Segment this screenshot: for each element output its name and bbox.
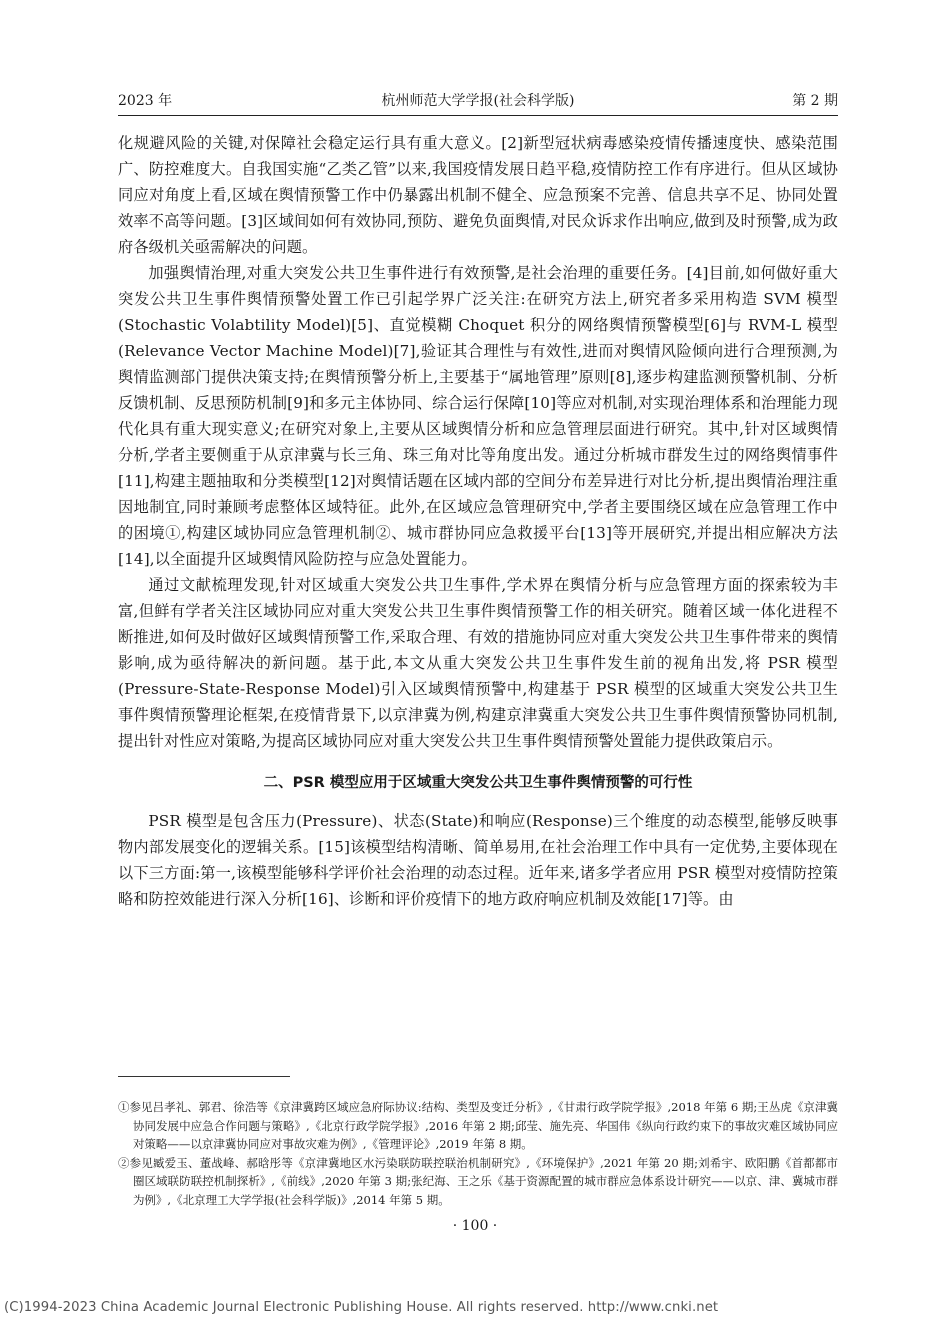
- footnote-2: ②参见臧爱玉、董战峰、郝晗彤等《京津冀地区水污染联防联控联治机制研究》,《环境保护》,2021 年第 20 期;刘希宇、欧阳鹏《首都都市圈区域联防联控机制探析》,《前线》,2020 年第 3 期;张纪海、王之乐《基于资源配置的城市群应急体系设计研究——以京、津、冀城市群为例》,《北京理工大学学报(社会科学版)》,2014 年第 5 期。: [118, 1155, 838, 1207]
- section-paragraph: PSR 模型是包含压力(Pressure)、状态(State)和响应(Response)三个维度的动态模型,能够反映事物内部发展变化的逻辑关系。[15]该模型结构清晰、简单易用,在社会治理工作中具有一定优势,主要体现在以下三方面:第一,该模型能够科学评价社会治理的动态过程。近年来,诸多学者应用 PSR 模型对疫情防控策略和防控效能进行深入分析[16]、诊断和评价疫情下的地方政府响应机制及效能[17]等。由: [118, 812, 838, 908]
- header-year: 2023 年: [118, 93, 173, 109]
- body-paragraph-3: 通过文献梳理发现,针对区域重大突发公共卫生事件,学术界在舆情分析与应急管理方面的探索较为丰富,但鲜有学者关注区域协同应对重大突发公共卫生事件舆情预警工作的相关研究。随着区域一体化进程不断推进,如何及时做好区域舆情预警工作,采取合理、有效的措施协同应对重大突发公共卫生事件带来的舆情影响,成为亟待解决的新问题。基于此,本文从重大突发公共卫生事件发生前的视角出发,将 PSR 模型(Pressure-State-Response Model)引入区域舆情预警中,构建基于 PSR 模型的区域重大突发公共卫生事件舆情预警理论框架,在疫情背景下,以京津冀为例,构建京津冀重大突发公共卫生事件舆情预警协同机制,提出针对性应对策略,为提高区域协同应对重大突发公共卫生事件舆情预警处置能力提供政策启示。: [118, 576, 838, 750]
- footnote-1: ①参见吕孝礼、郭君、徐浩等《京津冀跨区域应急府际协议:结构、类型及变迁分析》,《甘肃行政学院学报》,2018 年第 6 期;王丛虎《京津冀协同发展中应急合作问题与策略》,《北京行政学院学报》,2016 年第 2 期;邱莹、施先亮、华国伟《纵向行政约束下的事故灾难区域协同应对策略——以京津冀协同应对事故灾难为例》,《管理评论》,2019 年第 8 期。: [118, 1100, 838, 1151]
- header-issue: 第 2 期: [792, 93, 838, 109]
- body-paragraph-1: 化规避风险的关键,对保障社会稳定运行具有重大意义。[2]新型冠状病毒感染疫情传播速度快、感染范围广、防控难度大。自我国实施“乙类乙管”以来,我国疫情发展日趋平稳,疫情防控工作有序进行。但从区域协同应对角度上看,区域在舆情预警工作中仍暴露出机制不健全、应急预案不完善、信息共享不足、协同处置效率不高等问题。[3]区域间如何有效协同,预防、避免负面舆情,对民众诉求作出响应,做到及时预警,成为政府各级机关亟需解决的问题。: [118, 134, 838, 256]
- body-paragraph-2: 加强舆情治理,对重大突发公共卫生事件进行有效预警,是社会治理的重要任务。[4]目前,如何做好重大突发公共卫生事件舆情预警处置工作已引起学界广泛关注:在研究方法上,研究者多采用构造 SVM 模型(Stochastic Volabtility Model)[5]、直觉模糊 Choquet 积分的网络舆情预警模型[6]与 RVM-L 模型(Relevance Vector Machine Model)[7],验证其合理性与有效性,进而对舆情风险倾向进行合理预测,为舆情监测部门提供决策支持;在舆情预警分析上,主要基于“属地管理”原则[8],逐步构建监测预警机制、分析反馈机制、反思预防机制[9]和多元主体协同、综合运行保障[10]等应对机制,对实现治理体系和治理能力现代化具有重大现实意义;在研究对象上,主要从区域舆情分析和应急管理层面进行研究。其中,针对区域舆情分析,学者主要侧重于从京津冀与长三角、珠三角对比等角度出发。通过分析城市群发生过的网络舆情事件[11],构建主题抽取和分类模型[12]对舆情话题在区域内部的空间分布差异进行对比分析,提出舆情治理注重因地制宜,同时兼顾考虑整体区域特征。此外,在区域应急管理研究中,学者主要围绕区域在应急管理工作中的困境①,构建区域协同应急管理机制②、城市群协同应急救援平台[13]等开展研究,并提出相应解决方法[14],以全面提升区域舆情风险防控与应急处置能力。: [118, 264, 838, 568]
- footnotes: [118, 1098, 838, 1209]
- running-header: [118, 88, 838, 110]
- header-journal-title: 杭州师范大学学报(社会科学版): [381, 93, 575, 109]
- section-heading: 二、PSR 模型应用于区域重大突发公共卫生事件舆情预警的可行性: [263, 775, 693, 791]
- article-body: [118, 130, 838, 912]
- footnote-divider: [118, 1076, 290, 1077]
- header-divider: [118, 115, 838, 116]
- copyright-line: (C)1994-2023 China Academic Journal Electronic Publishing House. All rights reserved. http://www.cnki.net: [4, 1300, 719, 1315]
- page-number: · 100 ·: [452, 1218, 498, 1234]
